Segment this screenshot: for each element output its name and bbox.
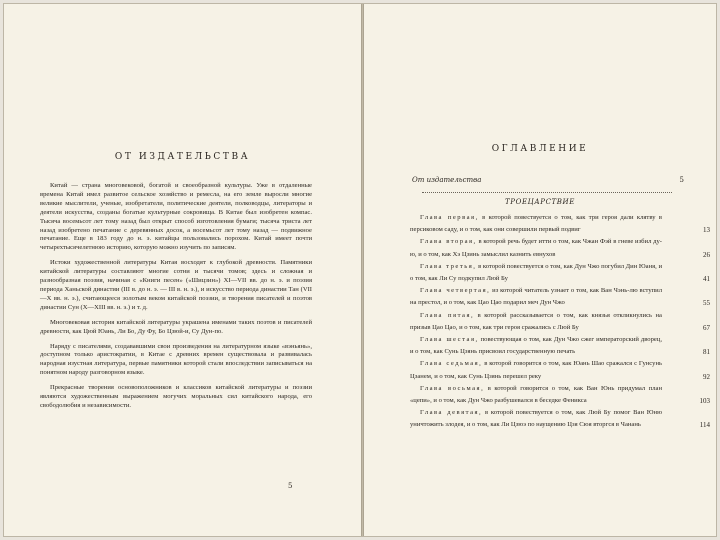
chapter-page: 67 (703, 323, 710, 332)
toc-chapter[interactable] (410, 383, 710, 407)
chapter-text: в которой говорится о том, как Юань Шао сражался с Гунсунь Цзанем, и о том, как Сунь Цзянь перешел реку (410, 360, 662, 380)
toc-entry-foreword[interactable] (412, 176, 684, 184)
chapter-text: в которой речь будет итти о том, как Чжан Фэй в гневе избил ду-ю, и о том, как Хэ Цзинь замыслил казнить евнухов (410, 238, 662, 258)
chapter-text: в которой повествуется о том, как Дун Чжо погубил Дин Юаня, и о том, как Ли Су подкупил Люй Бу (410, 262, 662, 283)
toc-chapter[interactable] (410, 310, 710, 334)
dotted-divider (422, 192, 672, 193)
right-page (364, 4, 716, 536)
paragraph: Истоки художественной литературы Китая восходят к глубокой древности. Памятники китайской литературы составляют многие сотни и тысячи томов; здесь и сложная и разнообразная поэзия, начиная с «Книги песен» («Шицзин») XI—VII вв. до н. э. и поэзия периода Ханьской династии (III в. до н. э. — III в. н. э.), и искусство периода династии Тан (VII—X вв. н. э.), считающееся золотым веком китайской поэзии, и творения писателей и поэтов династии Сун (X—XIII вв. н. э.) и т. д. (40, 259, 312, 311)
toc-chapter[interactable] (410, 212, 710, 236)
toc-entry-label: От издательства (412, 176, 482, 184)
toc-chapter[interactable] (410, 236, 710, 260)
paragraph: Наряду с писателями, создававшими свои произведения на литературном языке «вэньянь», доступном только аристократии, в Китае с древних времен существовала и развивалась народная изустная литература, первые памятники которой стали впоследствии записываться на понятном народу разговорном языке. (40, 342, 312, 377)
page-number: 5 (288, 482, 293, 490)
chapter-lead: Глава шестая, (420, 336, 479, 344)
chapter-page: 26 (703, 250, 710, 259)
chapter-page: 55 (703, 299, 710, 308)
chapter-lead: Глава первая, (420, 214, 479, 221)
chapter-lead: Глава пятая, (420, 311, 475, 319)
chapter-page: 103 (699, 397, 710, 406)
toc-chapter[interactable] (410, 358, 710, 382)
chapter-page: 41 (703, 275, 710, 284)
page-title: ОТ ИЗДАТЕЛЬСТВА (114, 152, 251, 162)
chapter-text: в которой повествуется о том, как Люй Бу помог Ван Юню уничтожить злодея, и о том, как Ли Цзюэ по наущению Цзя Сюя вторгся в Чанань (410, 409, 663, 429)
paragraph: Прекрасные творения основоположников и классиков китайской литературы и поэзии являются художественным выражением могучих моральных сил китайского народа, его свободолюбия и независимости. (40, 384, 312, 409)
paragraph: Китай — страна многовековой, богатой и своеобразной культуры. Уже в отдаленные времена Китай имел развитое сельское хозяйство и ремесла, на его земле выросли многие великие мыслители, ученые, изобретатели, политические деятели, полководцы, литераторы и деятели искусства, созданы богатые культурные сокровища. В Китае был изобретен компас. Тысяча восемьсот лет тому назад был открыт способ изготовления бумаги; тысяча триста лет назад изобретено печатание с деревянных досок, а восемьсот лет тому назад — подвижное печатание. Еще в 183 году до н. э. китайцы пользовались порохом. Китай имеет почти четырехтысячелетнюю историю, которую можно изучить по записям. (40, 182, 312, 252)
toc-chapter[interactable] (410, 285, 710, 309)
chapter-text: из которой читатель узнает о том, как Ван Чэнь-лю вступил на престол, и о том, как Цао Цао подарил меч Дун Чжо (410, 287, 663, 307)
section-title: ТРОЕЦАРСТВИЕ (505, 198, 575, 206)
toc-chapter[interactable] (410, 407, 710, 431)
chapter-page: 13 (703, 226, 710, 235)
chapter-text: повествующая о том, как Дун Чжо сжег императорский дворец, и о том, как Сунь Цзянь присвоил государственную печать (410, 336, 662, 356)
book-spread (3, 3, 717, 537)
chapter-lead: Глава вторая, (420, 238, 477, 246)
chapter-lead: Глава седьмая, (420, 360, 483, 368)
paragraph: Многовековая история китайской литературы украшена именами таких поэтов и писателей древности, как Цюй Юань, Ли Бо, Ду Фу, Бо Цзюй-и, Су Дун-по. (40, 318, 312, 335)
chapter-lead: Глава третья, (420, 262, 477, 270)
left-page (4, 4, 361, 536)
chapter-text: в которой повествуется о том, как три героя дали клятву в персиковом саду, и о том, как они совершили первый подвиг (410, 214, 662, 234)
toc-title: ОГЛАВЛЕНИЕ (491, 144, 589, 154)
chapter-page: 114 (699, 421, 710, 430)
chapter-text: в которой рассказывается о том, как князья откликнулись на призыв Цао Цао, и о том, как три героя сражались с Люй Бу (410, 311, 662, 331)
chapter-page: 92 (703, 372, 710, 381)
publisher-foreword (40, 182, 312, 417)
chapter-text: в которой говорится о том, как Ван Юнь придумал план «цепи», и о том, как Дун Чжо разбушевался в беседке Феникса (410, 384, 662, 405)
toc-chapter[interactable] (410, 261, 710, 285)
chapter-page: 81 (703, 348, 710, 357)
chapter-lead: Глава девятая, (420, 409, 483, 417)
chapter-lead: Глава четвертая, (420, 287, 491, 295)
chapter-list (410, 212, 710, 432)
chapter-lead: Глава восьмая, (420, 384, 485, 392)
toc-entry-page: 5 (679, 176, 684, 184)
toc-chapter[interactable] (410, 334, 710, 358)
